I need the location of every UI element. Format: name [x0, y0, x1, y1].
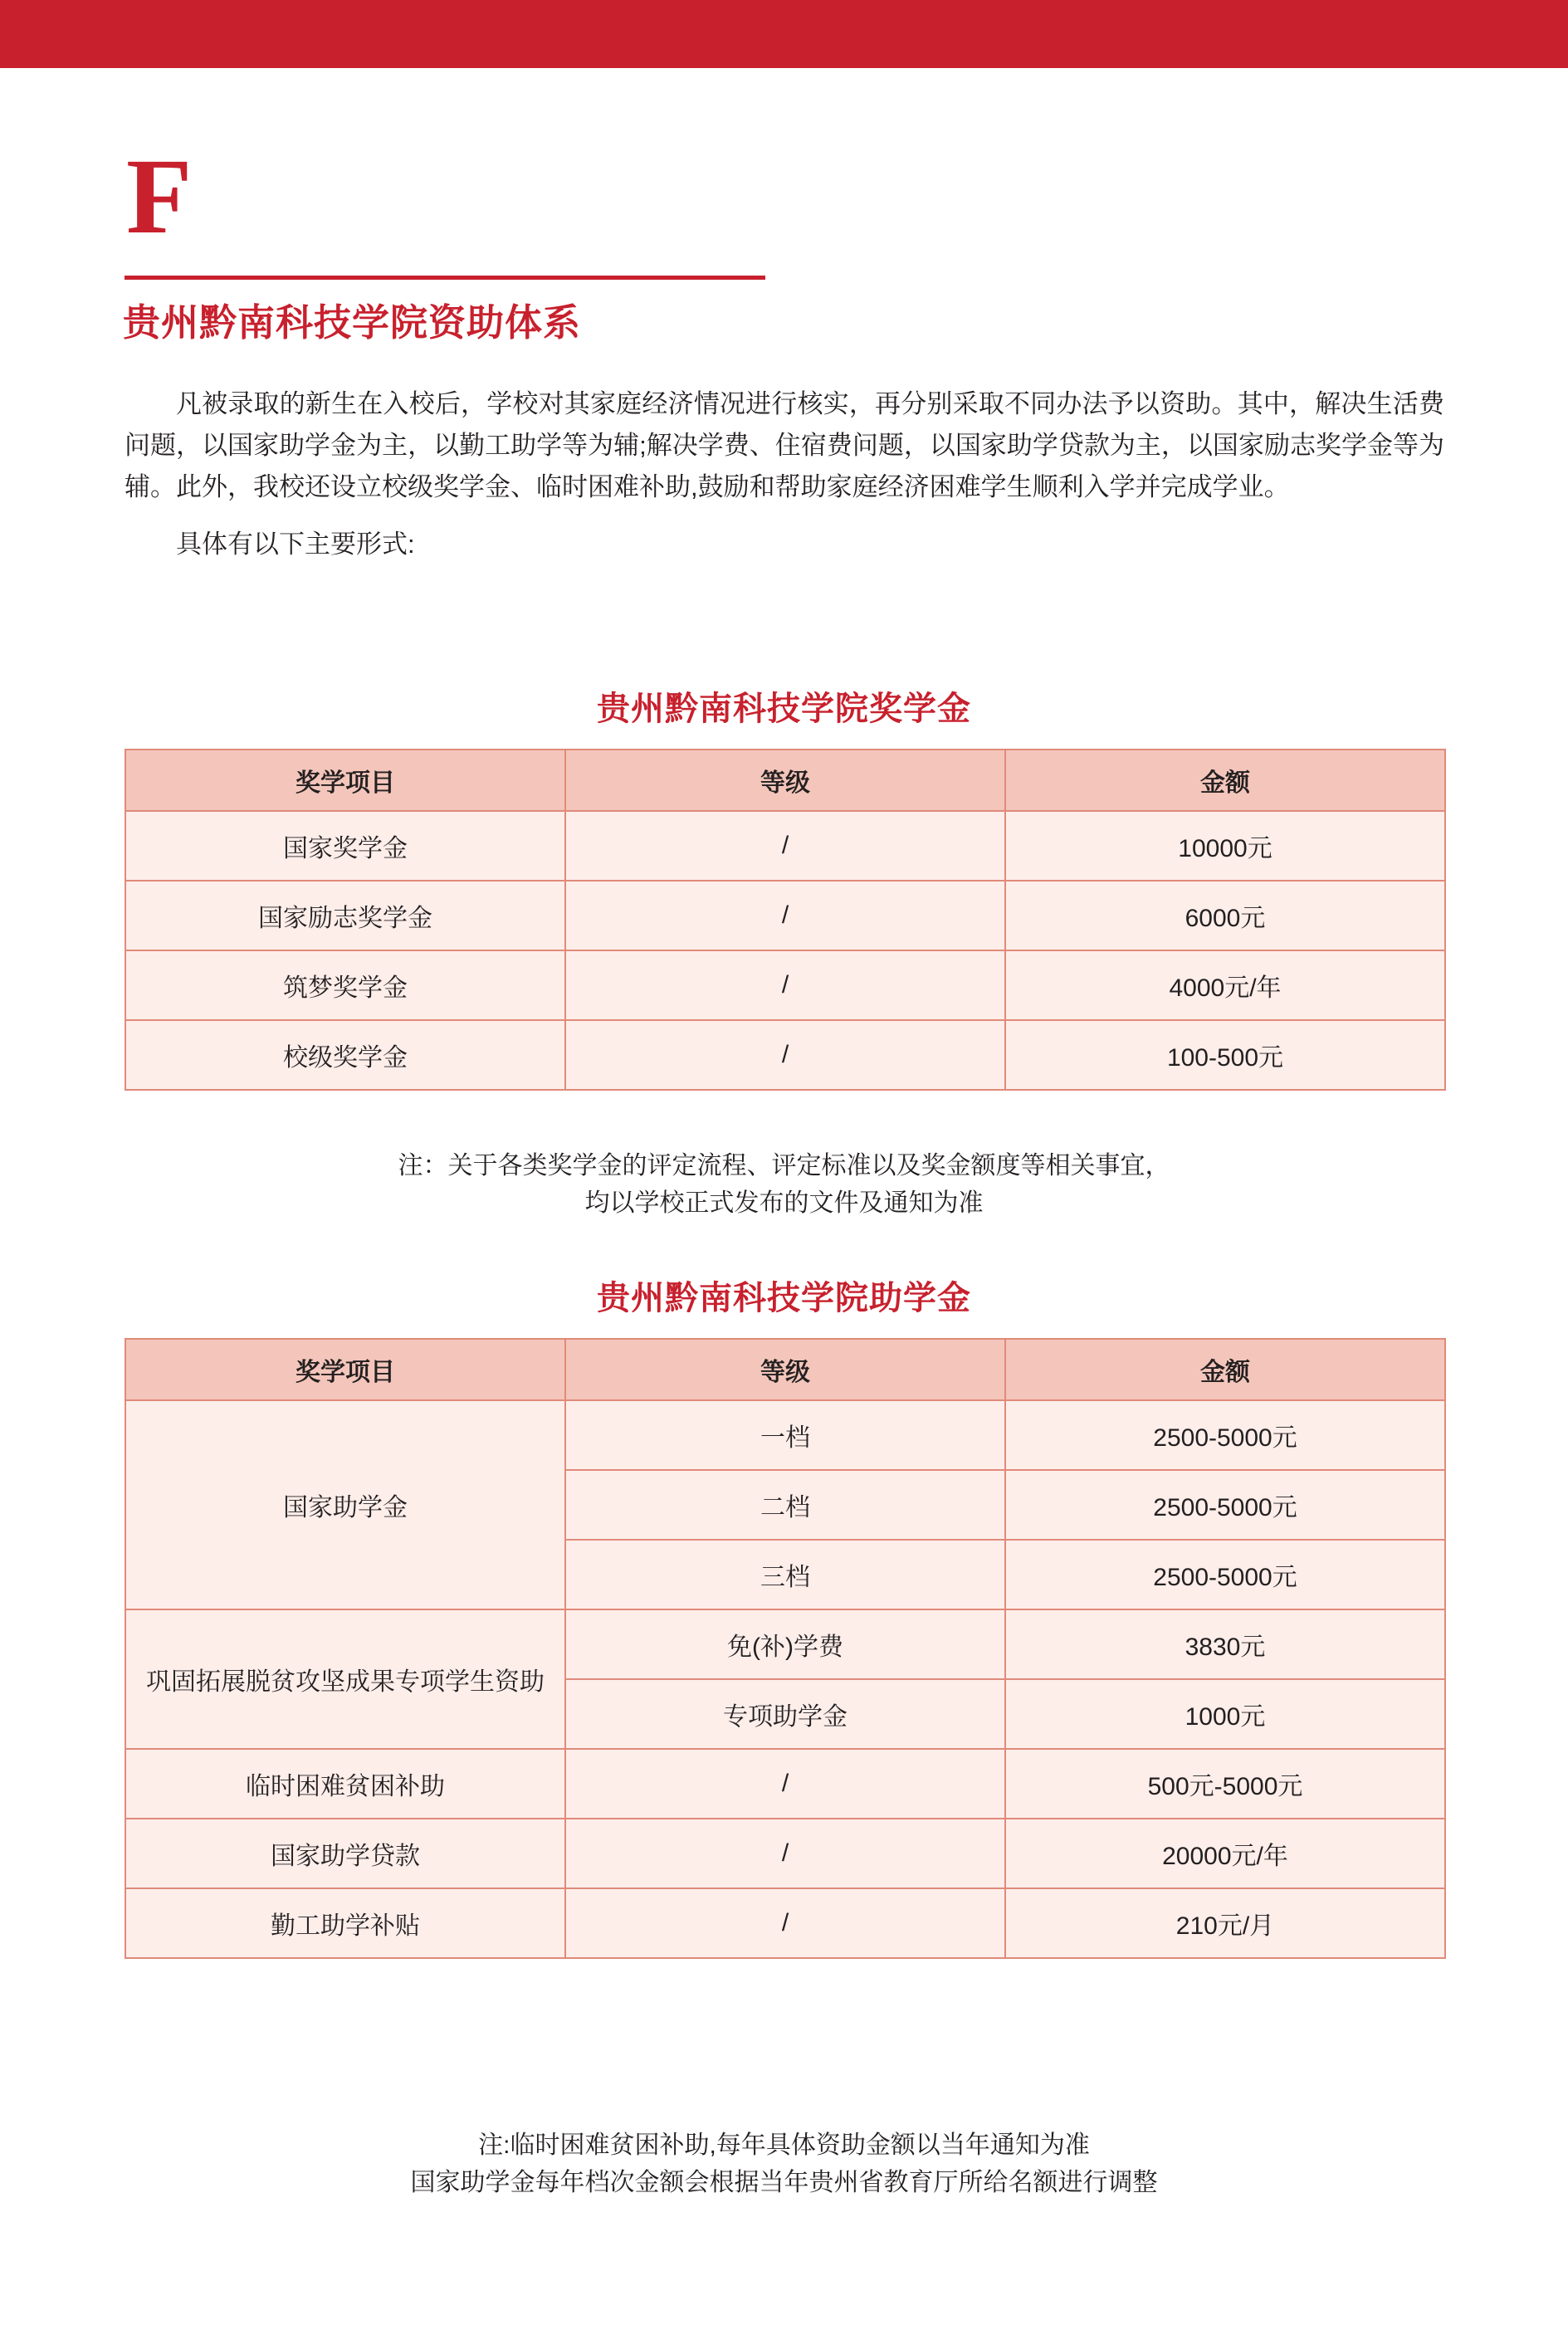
cell-item: 国家励志奖学金	[125, 881, 565, 950]
table-row	[125, 1020, 1445, 1090]
note-line: 注:临时困难贫困补助,每年具体资助金额以当年通知为准	[478, 2132, 1090, 2159]
section-letter: F	[126, 137, 191, 256]
cell-level: 二档	[565, 1470, 1005, 1540]
cell-level: 免(补)学费	[565, 1609, 1005, 1679]
cell-level: /	[565, 1749, 1005, 1819]
cell-item: 勤工助学补贴	[125, 1888, 565, 1958]
table-row	[125, 881, 1445, 950]
note-line: 国家助学金每年档次金额会根据当年贵州省教育厅所给名额进行调整	[410, 2169, 1158, 2196]
scholarship-table-title: 贵州黔南科技学院奖学金	[597, 691, 971, 727]
grant-table	[125, 1338, 1446, 1959]
cell-level: /	[565, 950, 1005, 1020]
cell-level: /	[565, 881, 1005, 950]
table-row	[125, 950, 1445, 1020]
grant-table-note	[0, 2127, 1568, 2201]
cell-item: 国家助学金	[125, 1400, 565, 1609]
intro-text-block	[125, 383, 1444, 565]
cell-item: 国家奖学金	[125, 811, 565, 881]
cell-amount: 500元-5000元	[1005, 1749, 1445, 1819]
cell-level: 一档	[565, 1400, 1005, 1470]
section-divider-rule	[125, 276, 765, 280]
cell-amount: 20000元/年	[1005, 1819, 1445, 1888]
cell-amount: 2500-5000元	[1005, 1400, 1445, 1470]
cell-amount: 3830元	[1005, 1609, 1445, 1679]
cell-level: 专项助学金	[565, 1679, 1005, 1749]
intro-paragraph-2: 具体有以下主要形式:	[176, 529, 415, 559]
cell-level: /	[565, 1888, 1005, 1958]
column-header-item: 奖学项目	[125, 750, 565, 811]
cell-item: 临时困难贫困补助	[125, 1749, 565, 1819]
cell-amount: 6000元	[1005, 881, 1445, 950]
table-header-row	[125, 1339, 1445, 1400]
cell-amount: 4000元/年	[1005, 950, 1445, 1020]
intro-paragraph-1: 凡被录取的新生在入校后，学校对其家庭经济情况进行核实，再分别采取不同办法予以资助。其中，解决生活费问题，以国家助学金为主，以勤工助学等为辅;解决学费、住宿费问题，以国家助学贷款为主，以国家励志奖学金等为辅。此外，我校还设立校级奖学金、临时困难补助,鼓励和帮助家庭经济困难学生顺利入学并完成学业。	[125, 389, 1444, 502]
cell-level: /	[565, 1819, 1005, 1888]
column-header-amount: 金额	[1005, 750, 1445, 811]
cell-amount: 10000元	[1005, 811, 1445, 881]
cell-level: /	[565, 1020, 1005, 1090]
cell-level: /	[565, 811, 1005, 881]
top-red-bar	[0, 0, 1568, 68]
column-header-item: 奖学项目	[125, 1339, 565, 1400]
table-row	[125, 1749, 1445, 1819]
cell-item: 筑梦奖学金	[125, 950, 565, 1020]
note-line: 均以学校正式发布的文件及通知为准	[584, 1189, 984, 1217]
table-row	[125, 1400, 1445, 1470]
scholarship-table	[125, 749, 1446, 1091]
cell-amount: 100-500元	[1005, 1020, 1445, 1090]
table-row	[125, 1609, 1445, 1679]
table-row	[125, 811, 1445, 881]
note-line: 注：关于各类奖学金的评定流程、评定标准以及奖金额度等相关事宜，	[398, 1152, 1170, 1179]
cell-amount: 210元/月	[1005, 1888, 1445, 1958]
scholarship-table-note	[0, 1147, 1568, 1222]
grant-table-title: 贵州黔南科技学院助学金	[597, 1280, 971, 1316]
table-row	[125, 1819, 1445, 1888]
page-title: 贵州黔南科技学院资助体系	[123, 301, 582, 344]
column-header-level: 等级	[565, 1339, 1005, 1400]
cell-amount: 2500-5000元	[1005, 1470, 1445, 1540]
cell-item: 巩固拓展脱贫攻坚成果专项学生资助	[125, 1609, 565, 1749]
table-row	[125, 1888, 1445, 1958]
table-header-row	[125, 750, 1445, 811]
cell-item: 校级奖学金	[125, 1020, 565, 1090]
cell-amount: 2500-5000元	[1005, 1540, 1445, 1609]
column-header-amount: 金额	[1005, 1339, 1445, 1400]
cell-item: 国家助学贷款	[125, 1819, 565, 1888]
column-header-level: 等级	[565, 750, 1005, 811]
cell-level: 三档	[565, 1540, 1005, 1609]
cell-amount: 1000元	[1005, 1679, 1445, 1749]
